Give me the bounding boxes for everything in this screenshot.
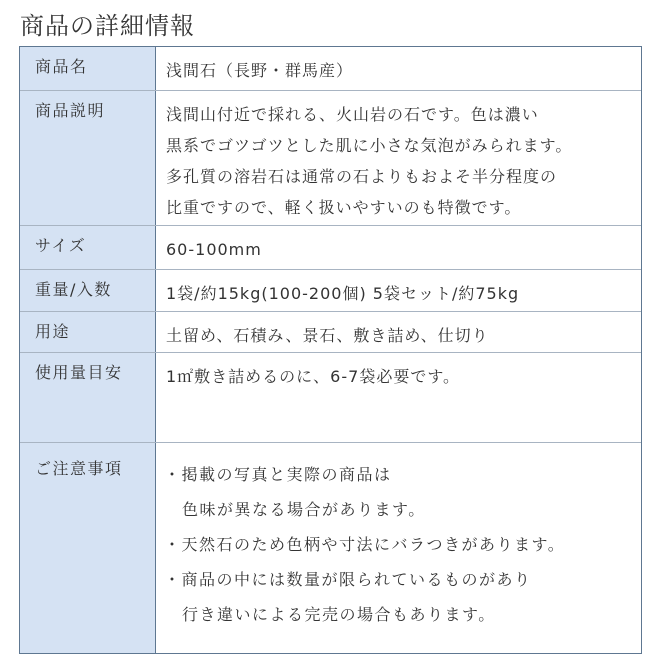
spec-line: 土留め、石積み、景石、敷き詰め、仕切り [166,326,489,345]
spec-line: 1㎡敷き詰めるのに、6-7袋必要です。 [166,367,461,386]
spec-row-notes [20,443,641,653]
spec-line: 1袋/約15kg(100-200個) 5袋セット/約75kg [166,284,520,303]
spec-label-size: サイズ [20,226,156,269]
spec-value-weight [156,270,641,311]
spec-row-usage [20,312,641,353]
spec-label-usage: 用途 [20,312,156,352]
spec-value-usage-estimate [156,353,641,442]
spec-line: 60-100mm [166,240,262,259]
spec-line: ・掲載の写真と実際の商品は [164,465,392,484]
spec-line: 行き違いによる完売の場合もあります。 [182,605,496,624]
spec-label-notes: ご注意事項 [20,443,156,653]
spec-value-product-name [156,47,641,90]
spec-line: 色味が異なる場合があります。 [182,500,426,519]
spec-line: ・天然石のため色柄や寸法にバラつきがあります。 [164,535,566,554]
spec-line: 比重ですので、軽く扱いやすいのも特徴です。 [166,198,522,217]
spec-row-weight [20,270,641,312]
spec-value-usage [156,312,641,352]
spec-label-usage-estimate: 使用量目安 [20,353,156,442]
spec-value-description [156,91,641,225]
spec-line: ・商品の中には数量が限られているものがあり [164,570,532,589]
spec-label-weight: 重量/入数 [20,270,156,311]
spec-label-product-name: 商品名 [20,47,156,90]
spec-row-size [20,226,641,270]
spec-value-size [156,226,641,269]
spec-line: 浅間石（長野・群馬産） [166,61,354,80]
spec-line: 黒系でゴツゴツとした肌に小さな気泡がみられます。 [166,136,573,155]
spec-row-usage-estimate [20,353,641,443]
spec-row-product-name [20,47,641,91]
spec-line: 浅間山付近で採れる、火山岩の石です。色は濃い [166,105,539,124]
spec-value-notes [156,443,641,653]
spec-row-description [20,91,641,226]
spec-line: 多孔質の溶岩石は通常の石よりもおよそ半分程度の [166,167,558,186]
product-spec-table [19,46,642,654]
page-title: 商品の詳細情報 [20,12,195,40]
spec-label-description: 商品説明 [20,91,156,225]
